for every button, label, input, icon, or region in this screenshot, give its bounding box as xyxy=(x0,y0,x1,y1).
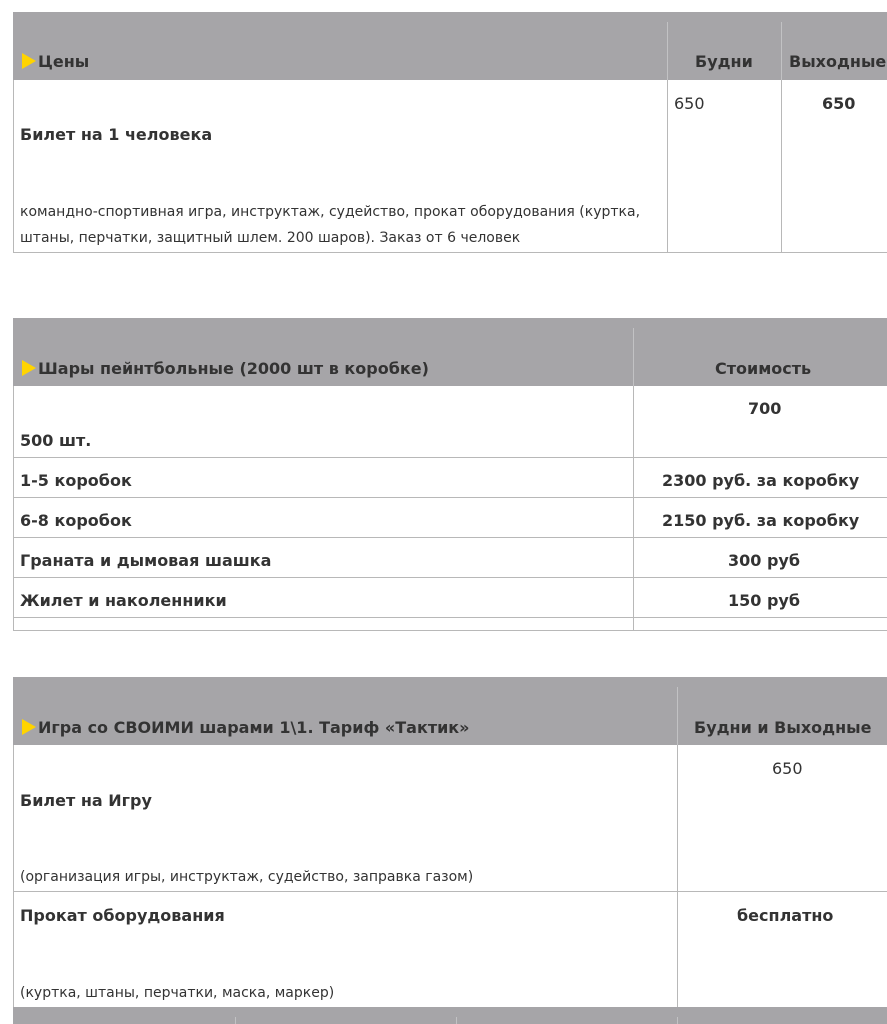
table3-title: Игра со СВОИМИ шарами 1\1. Тариф «Тактик» xyxy=(22,718,470,737)
game-ticket-description: (организация игры, инструктаж, судейство, заправка газом) xyxy=(20,869,474,885)
ticket-name: Билет на 1 человека xyxy=(20,125,213,144)
table2-col-cost: Стоимость xyxy=(715,359,812,378)
equipment-rental-price: бесплатно xyxy=(737,906,834,925)
ticket-description-line2: штаны, перчатки, защитный шлем. 200 шаров). Заказ от 6 человек xyxy=(20,230,521,246)
ticket-description-line1: командно-спортивная игра, инструктаж, судейство, прокат оборудования (куртка, xyxy=(20,204,641,220)
table1-title: Цены xyxy=(22,52,89,71)
arrow-right-icon xyxy=(22,360,36,376)
balls-row-price: 300 руб xyxy=(728,551,801,570)
equipment-rental-name: Прокат оборудования xyxy=(20,906,225,925)
balls-row-price: 150 руб xyxy=(728,591,801,610)
table1-header xyxy=(13,12,887,80)
next-table-header xyxy=(13,1007,887,1024)
game-ticket-name: Билет на Игру xyxy=(20,791,152,810)
balls-row-price: 2150 руб. за коробку xyxy=(662,511,860,530)
balls-row-name: 500 шт. xyxy=(20,431,92,450)
balls-row-name: Граната и дымовая шашка xyxy=(20,551,272,570)
arrow-right-icon xyxy=(22,53,36,69)
balls-row-name: Жилет и наколенники xyxy=(20,591,227,610)
balls-row-name: 6-8 коробок xyxy=(20,511,132,530)
table2-title: Шары пейнтбольные (2000 шт в коробке) xyxy=(22,359,429,378)
game-ticket-price: 650 xyxy=(772,759,803,778)
balls-row-price: 2300 руб. за коробку xyxy=(662,471,860,490)
arrow-right-icon xyxy=(22,719,36,735)
ticket-weekday-price: 650 xyxy=(674,94,705,113)
table3-col-all-days: Будни и Выходные xyxy=(694,718,872,737)
balls-row-name: 1-5 коробок xyxy=(20,471,132,490)
balls-row-price: 700 xyxy=(748,399,782,418)
table1-col-weekend: Выходные xyxy=(789,52,887,71)
ticket-weekend-price: 650 xyxy=(822,94,856,113)
table1-col-weekdays: Будни xyxy=(695,52,753,71)
equipment-rental-description: (куртка, штаны, перчатки, маска, маркер) xyxy=(20,985,335,1001)
